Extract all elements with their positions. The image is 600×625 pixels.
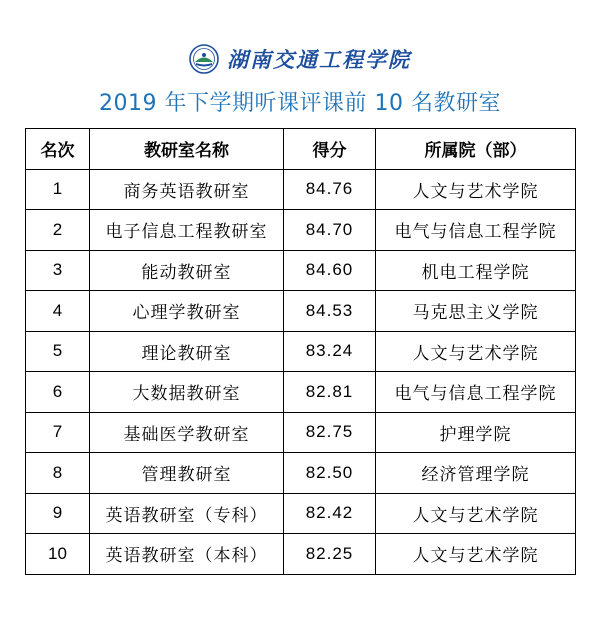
- office-name-cell: 理论教研室: [90, 331, 284, 372]
- column-header-name: 教研室名称: [90, 129, 284, 170]
- college-cell: 马克思主义学院: [376, 291, 576, 332]
- college-cell: 电气与信息工程学院: [376, 210, 576, 251]
- school-emblem-icon: [189, 44, 219, 74]
- office-name-cell: 大数据教研室: [90, 372, 284, 413]
- score-cell: 84.53: [284, 291, 376, 332]
- rank-cell: 5: [26, 331, 90, 372]
- ranking-table: [25, 128, 576, 575]
- college-cell: 电气与信息工程学院: [376, 372, 576, 413]
- table-row: [26, 412, 576, 453]
- office-name-cell: 能动教研室: [90, 250, 284, 291]
- office-name-cell: 英语教研室（本科）: [90, 534, 284, 575]
- rank-cell: 10: [26, 534, 90, 575]
- office-name-cell: 英语教研室（专科）: [90, 493, 284, 534]
- rank-cell: 9: [26, 493, 90, 534]
- table-row: [26, 169, 576, 210]
- score-cell: 82.81: [284, 372, 376, 413]
- college-cell: 人文与艺术学院: [376, 493, 576, 534]
- office-name-cell: 心理学教研室: [90, 291, 284, 332]
- score-cell: 84.60: [284, 250, 376, 291]
- rank-cell: 6: [26, 372, 90, 413]
- rank-cell: 1: [26, 169, 90, 210]
- office-name-cell: 基础医学教研室: [90, 412, 284, 453]
- rank-cell: 7: [26, 412, 90, 453]
- table-row: [26, 291, 576, 332]
- column-header-rank: 名次: [26, 129, 90, 170]
- score-cell: 82.75: [284, 412, 376, 453]
- table-row: [26, 210, 576, 251]
- score-cell: 83.24: [284, 331, 376, 372]
- page-header: [0, 40, 600, 78]
- rank-cell: 2: [26, 210, 90, 251]
- column-header-college: 所属院（部）: [376, 129, 576, 170]
- office-name-cell: 管理教研室: [90, 453, 284, 494]
- table-row: [26, 372, 576, 413]
- college-cell: 经济管理学院: [376, 453, 576, 494]
- rank-cell: 4: [26, 291, 90, 332]
- table-row: [26, 534, 576, 575]
- score-cell: 82.50: [284, 453, 376, 494]
- rank-cell: 3: [26, 250, 90, 291]
- college-cell: 人文与艺术学院: [376, 169, 576, 210]
- office-name-cell: 商务英语教研室: [90, 169, 284, 210]
- score-cell: 84.70: [284, 210, 376, 251]
- table-row: [26, 453, 576, 494]
- college-cell: 护理学院: [376, 412, 576, 453]
- table-row: [26, 250, 576, 291]
- college-cell: 机电工程学院: [376, 250, 576, 291]
- table-header-row: [26, 129, 576, 170]
- college-cell: 人文与艺术学院: [376, 534, 576, 575]
- score-cell: 84.76: [284, 169, 376, 210]
- score-cell: 82.25: [284, 534, 376, 575]
- school-name: 湖南交通工程学院: [227, 48, 411, 72]
- college-cell: 人文与艺术学院: [376, 331, 576, 372]
- table-row: [26, 331, 576, 372]
- office-name-cell: 电子信息工程教研室: [90, 210, 284, 251]
- rank-cell: 8: [26, 453, 90, 494]
- page-title: 2019 年下学期听课评课前 10 名教研室: [99, 91, 501, 116]
- table-row: [26, 493, 576, 534]
- column-header-score: 得分: [284, 129, 376, 170]
- score-cell: 82.42: [284, 493, 376, 534]
